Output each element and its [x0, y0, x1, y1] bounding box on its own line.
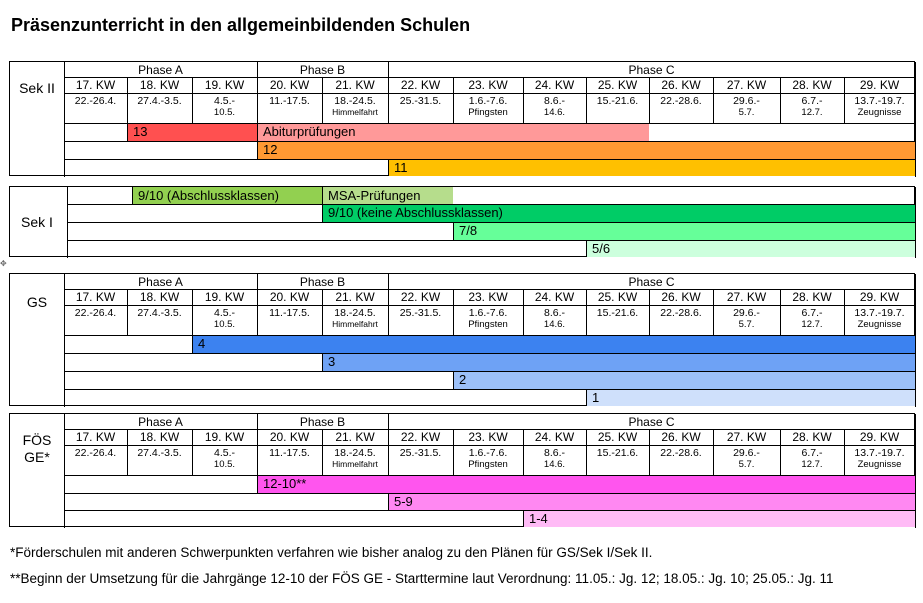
- date-range: [523, 447, 586, 473]
- date-range: [844, 95, 915, 121]
- date-range: [713, 307, 780, 333]
- week-label: 26. KW: [661, 430, 701, 444]
- grid-line: [915, 187, 916, 258]
- date-note: Pfingsten: [468, 107, 508, 118]
- grid-line: [257, 77, 258, 123]
- date-range-text: 1.6.-7.6.: [468, 307, 508, 319]
- date-range: [844, 447, 915, 473]
- date-range: [322, 447, 388, 473]
- date-range: [586, 447, 649, 473]
- grid-line: [64, 123, 915, 124]
- date-range: [586, 95, 649, 121]
- date-range: [453, 307, 523, 333]
- week-label: 28. KW: [792, 430, 832, 444]
- date-range: [523, 95, 586, 121]
- grid-line: [322, 77, 323, 123]
- week-label: 21. KW: [335, 430, 375, 444]
- date-range-text: 6.7.-: [801, 95, 823, 107]
- date-note: 5.7.: [738, 319, 755, 330]
- date-note: 10.5.: [213, 107, 236, 118]
- grid-line: [523, 429, 524, 475]
- bar-grade-12: 12: [257, 141, 915, 159]
- date-range-text: 4.5.-: [213, 307, 235, 319]
- grid-line: [915, 62, 916, 177]
- section-label-line1: FÖS: [22, 432, 52, 448]
- date-note: Zeugnisse: [857, 107, 902, 118]
- date-range: [649, 307, 713, 333]
- grid-line: [127, 289, 128, 335]
- date-range-text: 27.4.-3.5.: [137, 307, 182, 319]
- phase-header: Phase A: [138, 415, 183, 429]
- week-label: 28. KW: [792, 78, 832, 92]
- date-note: Zeugnisse: [857, 459, 902, 470]
- week-label: 20. KW: [269, 290, 310, 304]
- section-gs: [9, 273, 915, 406]
- grid-line: [64, 335, 915, 336]
- week-label: 25. KW: [597, 430, 638, 444]
- grid-line: [844, 77, 845, 123]
- phase-header: Phase C: [628, 63, 675, 77]
- grid-line: [453, 77, 454, 123]
- date-range: [388, 95, 453, 121]
- date-range-text: 22.-26.4.: [74, 95, 117, 107]
- grid-line: [67, 187, 68, 258]
- bar-grade-1-4: 1-4: [523, 510, 915, 527]
- grid-line: [64, 77, 915, 78]
- grid-line: [64, 389, 915, 390]
- grid-line: [713, 289, 714, 335]
- grid-line: [523, 289, 524, 335]
- week-label: 25. KW: [597, 78, 638, 92]
- date-range: [257, 95, 322, 121]
- week-label: 19. KW: [204, 430, 245, 444]
- date-range: [844, 307, 915, 333]
- phase-header: Phase A: [138, 63, 183, 77]
- grid-line: [64, 429, 915, 430]
- week-label: 25. KW: [597, 290, 638, 304]
- grid-line: [67, 240, 915, 241]
- date-range-text: 11.-17.5.: [269, 307, 310, 319]
- bar-grade-11: 11: [388, 159, 915, 176]
- week-label: 23. KW: [468, 430, 508, 444]
- week-label: 24. KW: [534, 78, 575, 92]
- week-label: 27. KW: [726, 430, 767, 444]
- bar-keine-abschlussklassen: 9/10 (keine Abschlussklassen): [322, 204, 915, 222]
- grid-line: [844, 289, 845, 335]
- date-range-text: 18.-24.5.: [334, 95, 376, 107]
- bar-grade-2: 2: [453, 371, 915, 389]
- date-note: Himmelfahrt: [332, 459, 378, 469]
- grid-line: [67, 204, 915, 205]
- date-range-text: 27.4.-3.5.: [137, 447, 182, 459]
- week-label: 24. KW: [534, 290, 575, 304]
- page-title: Präsenzunterricht in den allgemeinbildenden Schulen: [11, 15, 471, 35]
- date-range: [453, 447, 523, 473]
- date-range: [649, 95, 713, 121]
- week-label: 17. KW: [75, 430, 116, 444]
- week-label: 26. KW: [661, 78, 701, 92]
- date-note: 12.7.: [801, 459, 823, 470]
- grid-line: [257, 429, 258, 475]
- date-range: [192, 95, 257, 121]
- grid-line: [388, 289, 389, 335]
- date-note: 14.6.: [543, 319, 566, 330]
- grid-line: [64, 510, 915, 511]
- bar-grade-7-8: 7/8: [453, 222, 915, 240]
- date-range: [586, 307, 649, 333]
- grid-line: [649, 429, 650, 475]
- section-sek2: [9, 61, 915, 176]
- phase-header: Phase B: [299, 63, 346, 77]
- bar-grade-4: 4: [192, 335, 915, 353]
- date-note: 5.7.: [738, 459, 755, 470]
- grid-line: [64, 274, 65, 407]
- grid-line: [523, 77, 524, 123]
- week-label: 26. KW: [661, 290, 701, 304]
- grid-line: [257, 289, 258, 335]
- phase-header: Phase C: [628, 415, 675, 429]
- footnote-1: *Förderschulen mit anderen Schwerpunkten verfahren wie bisher analog zu den Plänen für GS/Sek I/Sek II.: [10, 545, 653, 560]
- grid-line: [388, 77, 389, 123]
- grid-line: [64, 493, 915, 494]
- date-range-text: 13.7.-19.7.: [854, 447, 905, 459]
- grid-line: [322, 429, 323, 475]
- week-label: 18. KW: [139, 430, 180, 444]
- grid-line: [64, 141, 915, 142]
- date-range-text: 15.-21.6.: [596, 447, 639, 459]
- bar-grade-12-10: 12-10**: [257, 475, 915, 493]
- date-range: [388, 307, 453, 333]
- grid-line: [915, 274, 916, 407]
- week-label: 21. KW: [335, 78, 375, 92]
- grid-line: [713, 429, 714, 475]
- date-note: Zeugnisse: [857, 319, 902, 330]
- bar-grade-5-6: 5/6: [586, 240, 915, 257]
- date-range: [322, 307, 388, 333]
- date-range-text: 25.-31.5.: [399, 447, 442, 459]
- date-range: [388, 447, 453, 473]
- week-label: 19. KW: [204, 290, 245, 304]
- date-range: [780, 95, 844, 121]
- date-range-text: 4.5.-: [213, 447, 235, 459]
- date-range: [64, 95, 127, 121]
- phase-header: Phase B: [299, 415, 346, 429]
- week-label: 17. KW: [75, 78, 116, 92]
- section-foes-ge: [9, 413, 915, 527]
- grid-line: [64, 475, 915, 476]
- date-range-text: 22.-28.6.: [660, 95, 702, 107]
- date-range-text: 18.-24.5.: [334, 307, 376, 319]
- section-label-line2: GE*: [24, 449, 50, 465]
- date-range-text: 8.6.-: [543, 447, 565, 459]
- grid-line: [780, 429, 781, 475]
- date-note: 14.6.: [543, 107, 566, 118]
- date-range: [649, 447, 713, 473]
- date-range: [780, 447, 844, 473]
- date-range-text: 1.6.-7.6.: [468, 447, 508, 459]
- week-label: 21. KW: [335, 290, 375, 304]
- footnote-2: **Beginn der Umsetzung für die Jahrgänge 12-10 der FÖS GE - Starttermine laut Verordnung: 11.05.: Jg. 12; 18.05.: Jg. 10; 25.05.: Jg. 11: [10, 571, 834, 586]
- bar-grade-3: 3: [322, 353, 915, 371]
- date-range-text: 13.7.-19.7.: [854, 95, 905, 107]
- grid-line: [453, 289, 454, 335]
- section-label: Sek I: [21, 214, 53, 230]
- bar-msa-pruefungen: MSA-Prüfungen: [322, 187, 453, 204]
- date-range-text: 27.4.-3.5.: [137, 95, 182, 107]
- date-range-text: 1.6.-7.6.: [468, 95, 508, 107]
- date-note: 12.7.: [801, 107, 823, 118]
- grid-line: [915, 414, 916, 528]
- week-label: 18. KW: [139, 290, 180, 304]
- date-range: [523, 307, 586, 333]
- grid-line: [649, 77, 650, 123]
- grid-line: [127, 429, 128, 475]
- grid-line: [780, 77, 781, 123]
- date-range: [257, 307, 322, 333]
- section-label: [10, 432, 64, 466]
- week-label: 23. KW: [468, 78, 508, 92]
- date-range-text: 8.6.-: [543, 307, 565, 319]
- grid-line: [388, 429, 389, 475]
- date-range-text: 22.-28.6.: [660, 447, 702, 459]
- date-range: [257, 447, 322, 473]
- week-label: 29. KW: [859, 78, 900, 92]
- grid-line: [844, 429, 845, 475]
- grid-line: [322, 289, 323, 335]
- date-range: [713, 447, 780, 473]
- week-label: 28. KW: [792, 290, 832, 304]
- date-note: Himmelfahrt: [332, 107, 378, 117]
- date-note: 10.5.: [213, 459, 236, 470]
- week-label: 20. KW: [269, 430, 310, 444]
- week-label: 29. KW: [859, 430, 900, 444]
- bar-abschlussklassen: 9/10 (Abschlussklassen): [132, 187, 322, 204]
- section-sek1: [9, 186, 915, 257]
- week-label: 20. KW: [269, 78, 310, 92]
- grid-line: [192, 289, 193, 335]
- date-range: [192, 447, 257, 473]
- grid-line: [453, 429, 454, 475]
- date-note: Himmelfahrt: [332, 319, 378, 329]
- phase-header: Phase A: [138, 275, 183, 289]
- grid-line: [586, 289, 587, 335]
- week-label: 18. KW: [139, 78, 180, 92]
- date-range-text: 8.6.-: [543, 95, 565, 107]
- date-range-text: 25.-31.5.: [399, 95, 442, 107]
- date-range-text: 29.6.-: [733, 307, 760, 319]
- date-note: 10.5.: [213, 319, 236, 330]
- week-label: 22. KW: [400, 78, 441, 92]
- date-range: [127, 447, 192, 473]
- date-range-text: 11.-17.5.: [269, 95, 310, 107]
- date-range: [127, 95, 192, 121]
- date-range: [127, 307, 192, 333]
- section-label: GS: [26, 294, 48, 310]
- date-range-text: 4.5.-: [213, 95, 235, 107]
- date-note: Pfingsten: [468, 459, 508, 470]
- grid-line: [713, 77, 714, 123]
- week-label: 22. KW: [400, 430, 441, 444]
- bar-abiturpruefungen: Abiturprüfungen: [257, 123, 649, 141]
- grid-line: [64, 371, 915, 372]
- date-range-text: 6.7.-: [801, 307, 823, 319]
- date-range: [322, 95, 388, 121]
- date-range-text: 22.-26.4.: [74, 447, 117, 459]
- grid-line: [67, 222, 915, 223]
- grid-line: [192, 77, 193, 123]
- date-range-text: 29.6.-: [733, 447, 760, 459]
- date-note: 5.7.: [738, 107, 755, 118]
- grid-line: [64, 62, 65, 177]
- date-range-text: 13.7.-19.7.: [854, 307, 905, 319]
- date-note: 12.7.: [801, 319, 823, 330]
- grid-line: [192, 429, 193, 475]
- date-range-text: 11.-17.5.: [269, 447, 310, 459]
- grid-line: [64, 414, 65, 528]
- grid-line: [649, 289, 650, 335]
- date-range: [192, 307, 257, 333]
- grid-line: [64, 353, 915, 354]
- phase-header: Phase C: [628, 275, 675, 289]
- date-range-text: 6.7.-: [801, 447, 823, 459]
- week-label: 22. KW: [400, 290, 441, 304]
- date-note: 14.6.: [543, 459, 566, 470]
- date-range-text: 18.-24.5.: [334, 447, 376, 459]
- date-range: [713, 95, 780, 121]
- table-move-handle-icon[interactable]: ✥: [0, 259, 7, 268]
- date-range-text: 29.6.-: [733, 95, 760, 107]
- grid-line: [64, 93, 915, 94]
- date-range-text: 25.-31.5.: [399, 307, 442, 319]
- grid-line: [64, 159, 915, 160]
- grid-line: [64, 445, 915, 446]
- date-note: Pfingsten: [468, 319, 508, 330]
- week-label: 17. KW: [75, 290, 116, 304]
- bar-grade-5-9: 5-9: [388, 493, 915, 510]
- week-label: 24. KW: [534, 430, 575, 444]
- week-label: 27. KW: [726, 290, 767, 304]
- grid-line: [64, 305, 915, 306]
- date-range: [64, 307, 127, 333]
- date-range: [780, 307, 844, 333]
- date-range-text: 15.-21.6.: [596, 307, 639, 319]
- week-label: 23. KW: [468, 290, 508, 304]
- grid-line: [780, 289, 781, 335]
- section-label: Sek II: [19, 80, 55, 96]
- bar-grade-1: 1: [586, 389, 915, 406]
- date-range-text: 22.-26.4.: [74, 307, 117, 319]
- week-label: 27. KW: [726, 78, 767, 92]
- date-range-text: 15.-21.6.: [596, 95, 639, 107]
- week-label: 29. KW: [859, 290, 900, 304]
- week-label: 19. KW: [204, 78, 245, 92]
- grid-line: [586, 429, 587, 475]
- date-range-text: 22.-28.6.: [660, 307, 702, 319]
- grid-line: [64, 289, 915, 290]
- grid-line: [127, 77, 128, 123]
- bar-grade-13: 13: [127, 123, 257, 141]
- phase-header: Phase B: [299, 275, 346, 289]
- date-range: [64, 447, 127, 473]
- date-range: [453, 95, 523, 121]
- grid-line: [586, 77, 587, 123]
